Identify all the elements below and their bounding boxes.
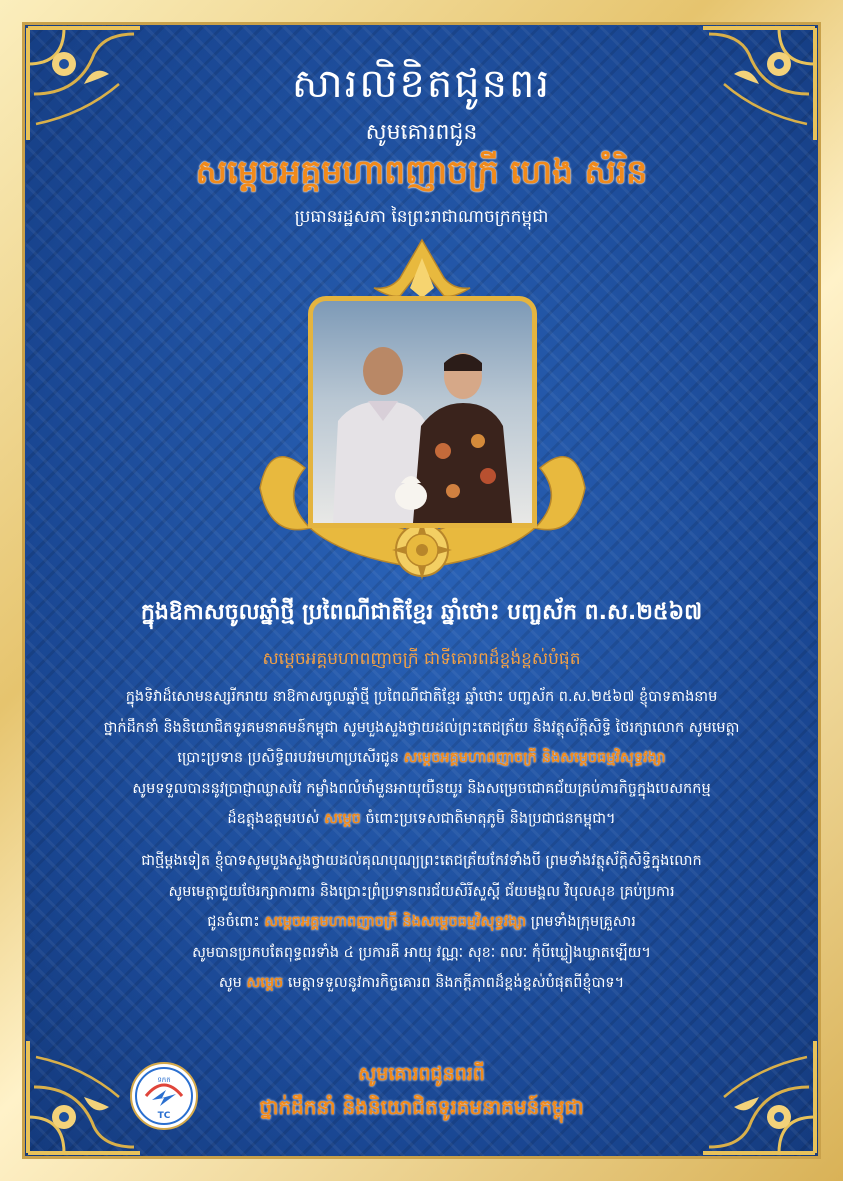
text-segment: ចំពោះប្រទេសជាតិមាតុភូមិ និងប្រជាជនកម្ពុជា។ xyxy=(360,811,616,827)
logo-bottom-text: TC xyxy=(157,1111,171,1121)
message-paragraph-2 xyxy=(60,846,783,999)
honoree-position: ប្រធានរដ្ឋសភា នៃព្រះរាជាណាចក្រកម្ពុជា xyxy=(294,207,549,227)
letter-title: សារលិខិតជូនពរ xyxy=(291,61,552,107)
highlighted-title: សម្តេច xyxy=(324,811,361,827)
paragraph-2-line-4: សូមបានប្រកបតែពុទ្ធពរទាំង ៤ ប្រការគឺ អាយុ វណ្ណៈ សុខៈ ពលៈ កុំបីឃ្លៀងឃ្លាតឡើយ។ xyxy=(192,944,651,961)
text-segment: ជូនចំពោះ xyxy=(207,914,265,930)
portrait-frame xyxy=(250,238,595,588)
paragraph-2-line-3 xyxy=(60,907,783,938)
occasion-heading: ក្នុងឱកាសចូលឆ្នាំថ្មី ប្រពៃណីជាតិខ្មែរ ឆ្នាំថោះ បញ្ចស័ក ព.ស.២៥៦៧ xyxy=(140,600,703,625)
couple-portrait-image xyxy=(313,301,532,523)
portrait-photo xyxy=(308,296,537,528)
dedication-line: សូមគោរពជូន xyxy=(365,120,478,145)
highlighted-names: សម្តេចអគ្គមហាពញាចក្រី និងសម្តេចធម្មវិសុទ្ធវង្សា xyxy=(403,750,666,766)
paragraph-1-line-4: សូមទទួលបាននូវប្រាជ្ញាឈ្លាសវៃ កម្លាំងពលំមាំមួនអាយុយឺនយូរ និងសម្រេចជោគជ័យគ្រប់ភារកិច្ចក្នុងបេសកកម្ម xyxy=(132,780,711,797)
text-segment: ដ៏ឧត្តុងឧត្តមរបស់ xyxy=(227,811,325,827)
paragraph-2-line-1: ជាថ្មីម្តងទៀត ខ្ញុំបាទសូមបួងសួងថ្វាយដល់គុណបុណ្យព្រះតេជត្រ័យកែវទាំងបី ព្រមទាំងវត្ថុស័ក្តិសិទ្ធិក្នុងលោក xyxy=(141,853,702,869)
highlighted-title: សម្តេច xyxy=(246,975,284,991)
text-segment: ប្រោះប្រទាន ប្រសិទ្ធិពរបវរមហាប្រសើរជូន xyxy=(177,750,404,766)
text-segment: ព្រមទាំងក្រុមគ្រួសារ xyxy=(526,914,636,930)
highlighted-names: សម្តេចអគ្គមហាពញាចក្រី និងសម្តេចធម្មវិសុទ្ធវង្សា xyxy=(264,914,527,930)
sender-organization: ថ្នាក់ដឹកនាំ និងនិយោជិតទូរគមនាគមន៍កម្ពុជា xyxy=(259,1095,584,1119)
paragraph-1-line-5 xyxy=(60,804,783,835)
text-segment: មេត្តាទទួលនូវការកិច្ចគោរព និងកក្តីភាពដ៏ខ្ពង់ខ្ពស់បំផុតពីខ្ញុំបាទ។ xyxy=(283,975,625,991)
text-segment: សូម xyxy=(218,975,247,991)
paragraph-1-line-1: ក្នុងទិវាដ៏សោមនស្សរីករាយ នាឱកាសចូលឆ្នាំថ្មី ប្រពៃណីជាតិខ្មែរ ឆ្នាំថោះ បញ្ចស័ក ព.ស.២៥៦៧ ខ្ញុំបាទតាងនាម xyxy=(125,689,718,705)
paragraph-1-line-3 xyxy=(60,743,783,774)
sender-label: សូមគោរពជូនពរពី xyxy=(358,1063,485,1085)
honoree-name: សម្តេចអគ្គមហាពញាចក្រី ហេង សំរិន xyxy=(195,152,648,191)
message-paragraph-1 xyxy=(60,682,783,835)
logo-top-text: ទកក xyxy=(157,1076,171,1084)
paragraph-1-line-2: ថ្នាក់ដឹកនាំ និងនិយោជិតទូរគមនាគមន៍កម្ពុជា សូមបួងសួងថ្វាយដល់ព្រះតេជត្រ័យ និងវត្ថុស័ក្តិសិទ្ធិ ថៃរក្សាលោក សូមមេត្តា xyxy=(103,719,740,736)
salutation: សម្តេចអគ្គមហាពញាចក្រី ជាទីគោរពដ៏ខ្ពង់ខ្ពស់បំផុត xyxy=(262,649,581,669)
paragraph-2-line-2: សូមមេត្តាជួយថែរក្សាការពារ និងប្រោះព្រំប្រទានពរជ័យសិរីសួស្តី ជ័យមង្គល វិបុលសុខ គ្រប់ប្រការ xyxy=(168,883,675,900)
paragraph-2-line-5 xyxy=(60,968,783,999)
